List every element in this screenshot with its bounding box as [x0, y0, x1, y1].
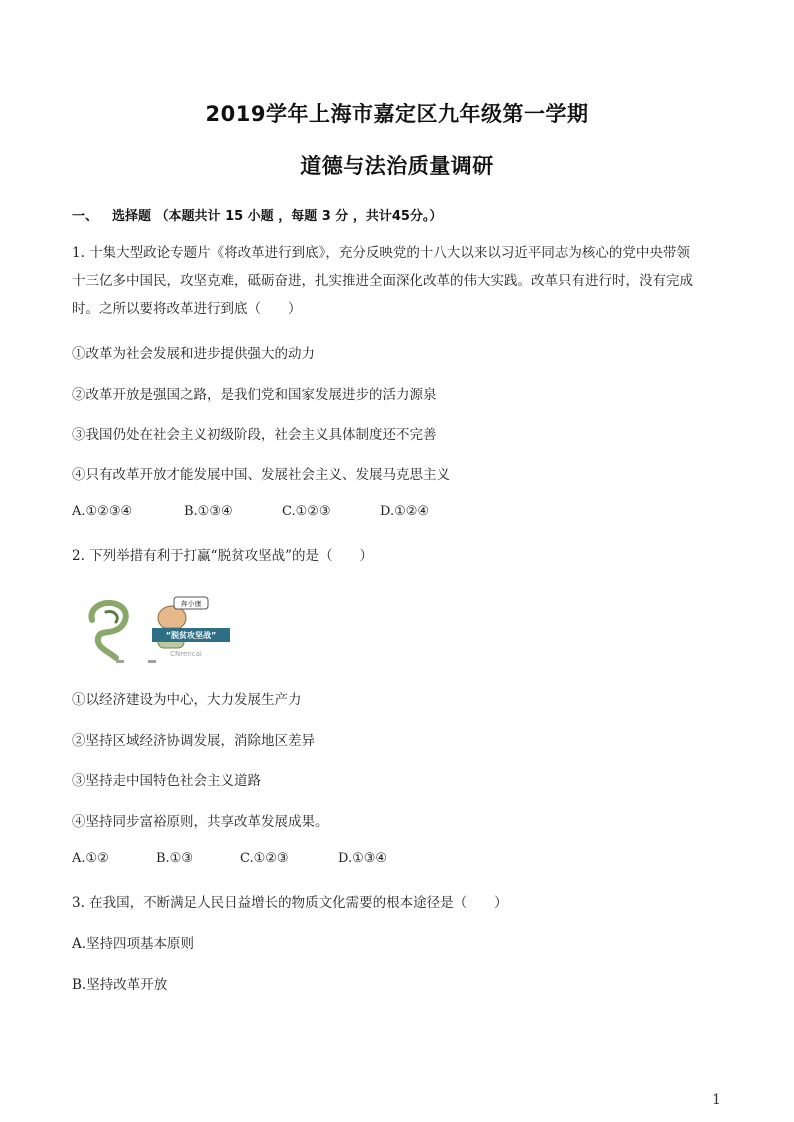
q2-choice-a: A.①②: [72, 851, 109, 866]
q1-option-3: ③我国仍处在社会主义初级阶段，社会主义具体制度还不完善: [72, 427, 437, 443]
q1-choice-a: A.①②③④: [72, 504, 133, 519]
q2-option-2: ②坚持区域经济协调发展，消除地区差异: [72, 733, 315, 749]
q3-option-b: B.坚持改革开放: [72, 977, 168, 993]
q1-choice-d: D.①②④: [380, 504, 430, 519]
q2-option-3: ③坚持走中国特色社会主义道路: [72, 773, 261, 789]
q3-option-a: A.坚持四项基本原则: [72, 936, 195, 952]
q1-option-2: ②改革开放是强国之路，是我们党和国家发展进步的活力源泉: [72, 387, 437, 403]
exam-title: 2019学年上海市嘉定区九年级第一学期: [205, 102, 589, 126]
cartoon-tag-text: 奔小康: [180, 600, 202, 608]
q1-stem-line-3: 时。之所以要将改革进行到底（ ）: [72, 301, 302, 317]
q2-option-1: ①以经济建设为中心，大力发展生产力: [72, 692, 302, 708]
section-heading: [72, 205, 442, 224]
section-number: 一、: [72, 209, 99, 224]
q3-stem: 3. 在我国，不断满足人民日益增长的物质文化需要的根本途径是（ ）: [72, 895, 508, 911]
section-text: 选择题 （本题共计 15 小题 ，每题 3 分 ，共计45分。）: [112, 209, 443, 224]
cartoon-banner-text: “脱贫攻坚战”: [165, 631, 217, 640]
q1-choice-b: B.①③④: [184, 504, 233, 519]
poverty-cartoon-image: [86, 592, 236, 664]
q2-choices: [72, 851, 387, 866]
q1-choices: [72, 504, 429, 519]
cartoon-watermark: CNrencai: [170, 650, 202, 658]
q2-choice-d: D.①③④: [338, 851, 388, 866]
exam-subtitle: 道德与法治质量调研: [300, 154, 494, 178]
q1-option-4: ④只有改革开放才能发展中国、发展社会主义、发展马克思主义: [72, 467, 450, 483]
q1-stem-line-1: 1. 十集大型政论专题片《将改革进行到底》，充分反映党的十八大以来以习近平同志为核心的党中央带领: [72, 245, 690, 261]
q1-choice-c: C.①②③: [282, 504, 331, 519]
q1-stem-line-2: 十三亿多中国民，攻坚克难，砥砺奋进，扎实推进全面深化改革的伟大实践。改革只有进行时，没有完成: [72, 273, 693, 289]
q1-option-1: ①改革为社会发展和进步提供强大的动力: [72, 346, 315, 362]
q2-stem: 2. 下列举措有利于打赢“脱贫攻坚战”的是（ ）: [72, 548, 373, 564]
q2-option-4: ④坚持同步富裕原则，共享改革发展成果。: [72, 814, 329, 830]
q2-choice-c: C.①②③: [240, 851, 289, 866]
q2-choice-b: B.①③: [156, 851, 193, 866]
page-number: 1: [712, 1092, 721, 1108]
